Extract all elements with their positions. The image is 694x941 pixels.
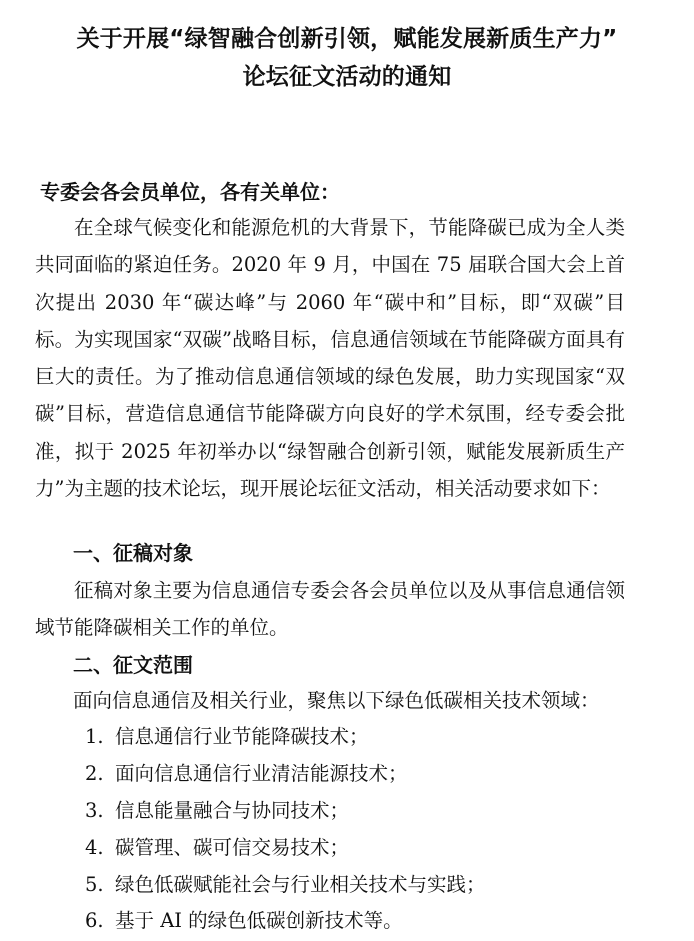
section-2-lead: 面向信息通信及相关行业，聚焦以下绿色低碳相关技术领域：: [73, 689, 600, 712]
document-title-line-1: 关于开展“绿智融合创新引领，赋能发展新质生产力”: [76, 26, 618, 52]
list-item: [85, 903, 486, 940]
list-item-number: 5.: [85, 872, 104, 896]
list-item-text: 面向信息通信行业清洁能源技术；: [115, 761, 408, 785]
list-item-text: 信息能量融合与协同技术；: [115, 798, 350, 822]
document-title-line-2: 论坛征文活动的通知: [242, 64, 452, 90]
list-item: [85, 793, 486, 830]
list-item: [85, 756, 486, 793]
list-item-number: 1.: [85, 725, 104, 748]
list-item-number: 6.: [85, 909, 104, 933]
list-item-number: 4.: [85, 835, 104, 859]
section-2-heading: 二、征文范围: [73, 653, 193, 677]
list-item: [85, 719, 486, 756]
section-1-heading: 一、征稿对象: [73, 541, 193, 565]
salutation: 专委会各会员单位，各有关单位：: [40, 180, 340, 204]
list-item: [85, 867, 486, 904]
intro-paragraph: 在全球气候变化和能源危机的大背景下，节能降碳已成为全人类共同面临的紧迫任务。2020 年 9 月，中国在 75 届联合国大会上首次提出 2030 年“碳达峰”与 2060 年“碳中和”目标，即“双碳”目标。为实现国家“双碳”战略目标，信息通信领域在节能降碳方面具有巨大的责任。为了推动信息通信领域的绿色发展，助力实现国家“双碳”目标，营造信息通信节能降碳方向良好的学术氛围，经专委会批准，拟于 2025 年初举办以“绿智融合创新引领，赋能发展新质生产力”为主题的技术论坛，现开展论坛征文活动，相关活动要求如下：: [35, 216, 625, 501]
list-item-text: 基于 AI 的绿色低碳创新技术等。: [115, 909, 403, 933]
list-item-text: 信息通信行业节能降碳技术；: [115, 725, 369, 748]
list-item: [85, 830, 486, 867]
section-1-paragraph: 征稿对象主要为信息通信专委会各会员单位以及从事信息通信领域节能降碳相关工作的单位。: [35, 579, 625, 640]
list-item-text: 绿色低碳赋能社会与行业相关技术与实践；: [115, 872, 486, 896]
list-item-number: 3.: [85, 798, 104, 822]
list-item-number: 2.: [85, 761, 104, 785]
list-item-text: 碳管理、碳可信交易技术；: [115, 835, 350, 859]
topic-list: [85, 719, 486, 940]
